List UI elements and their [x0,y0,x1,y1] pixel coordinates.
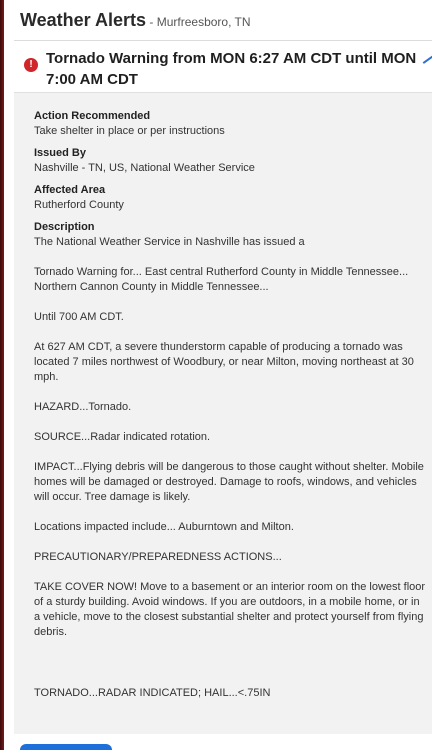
affected-area-label: Affected Area [34,184,106,196]
description-paragraph: Tornado Warning for... East central Rutherford County in Middle Tennessee... Northern Cannon County in Middle Tennessee... [34,266,409,293]
description-paragraph: HAZARD...Tornado. [34,401,132,413]
description-paragraph: PRECAUTIONARY/PREPAREDNESS ACTIONS... [34,551,282,563]
issued-by-value: Nashville - TN, US, National Weather Service [34,162,255,174]
affected-area-value: Rutherford County [34,199,124,211]
alert-details-content [34,109,428,701]
window-left-edge [0,0,4,750]
description-paragraph: Locations impacted include... Auburntown and Milton. [34,521,294,533]
page-header [20,10,432,36]
description-body [34,235,428,701]
description-paragraph: Until 700 AM CDT. [34,311,124,323]
description-paragraph: TAKE COVER NOW! Move to a basement or an interior room on the lowest floor of a sturdy building. Avoid windows. If you are outdoors, in a mobile home, or in a vehicle, move to the closest substantial shelter and protect yourself from flying debris. [34,581,426,638]
alert-title: Tornado Warning from MON 6:27 AM CDT until MON 7:00 AM CDT [46,50,417,88]
title-separator: - [146,15,157,29]
action-recommended-value: Take shelter in place or per instructions [34,125,225,137]
page-title: Weather Alerts [20,10,147,30]
description-paragraph: SOURCE...Radar indicated rotation. [34,431,211,443]
bottom-action-button[interactable] [20,744,112,750]
issued-by-label: Issued By [34,147,86,159]
location-label: Murfreesboro, TN [156,15,251,29]
alert-circle-icon: ! [24,58,38,72]
description-paragraph: The National Weather Service in Nashville has issued a [34,236,305,248]
header-divider [14,40,432,41]
description-label: Description [34,221,95,233]
description-paragraph: At 627 AM CDT, a severe thunderstorm capable of producing a tornado was located 7 miles northwest of Woodbury, or near Milton, moving northeast at 30 mph. [34,341,414,383]
action-recommended-label: Action Recommended [34,110,151,122]
description-paragraph: IMPACT...Flying debris will be dangerous to those caught without shelter. Mobile homes will be damaged or destroyed. Damage to roofs, windows, and vehicles will occur. Tree damage is likely. [34,461,424,503]
alert-details-panel [14,92,432,734]
description-footer-line: TORNADO...RADAR INDICATED; HAIL...<.75IN [34,687,271,699]
